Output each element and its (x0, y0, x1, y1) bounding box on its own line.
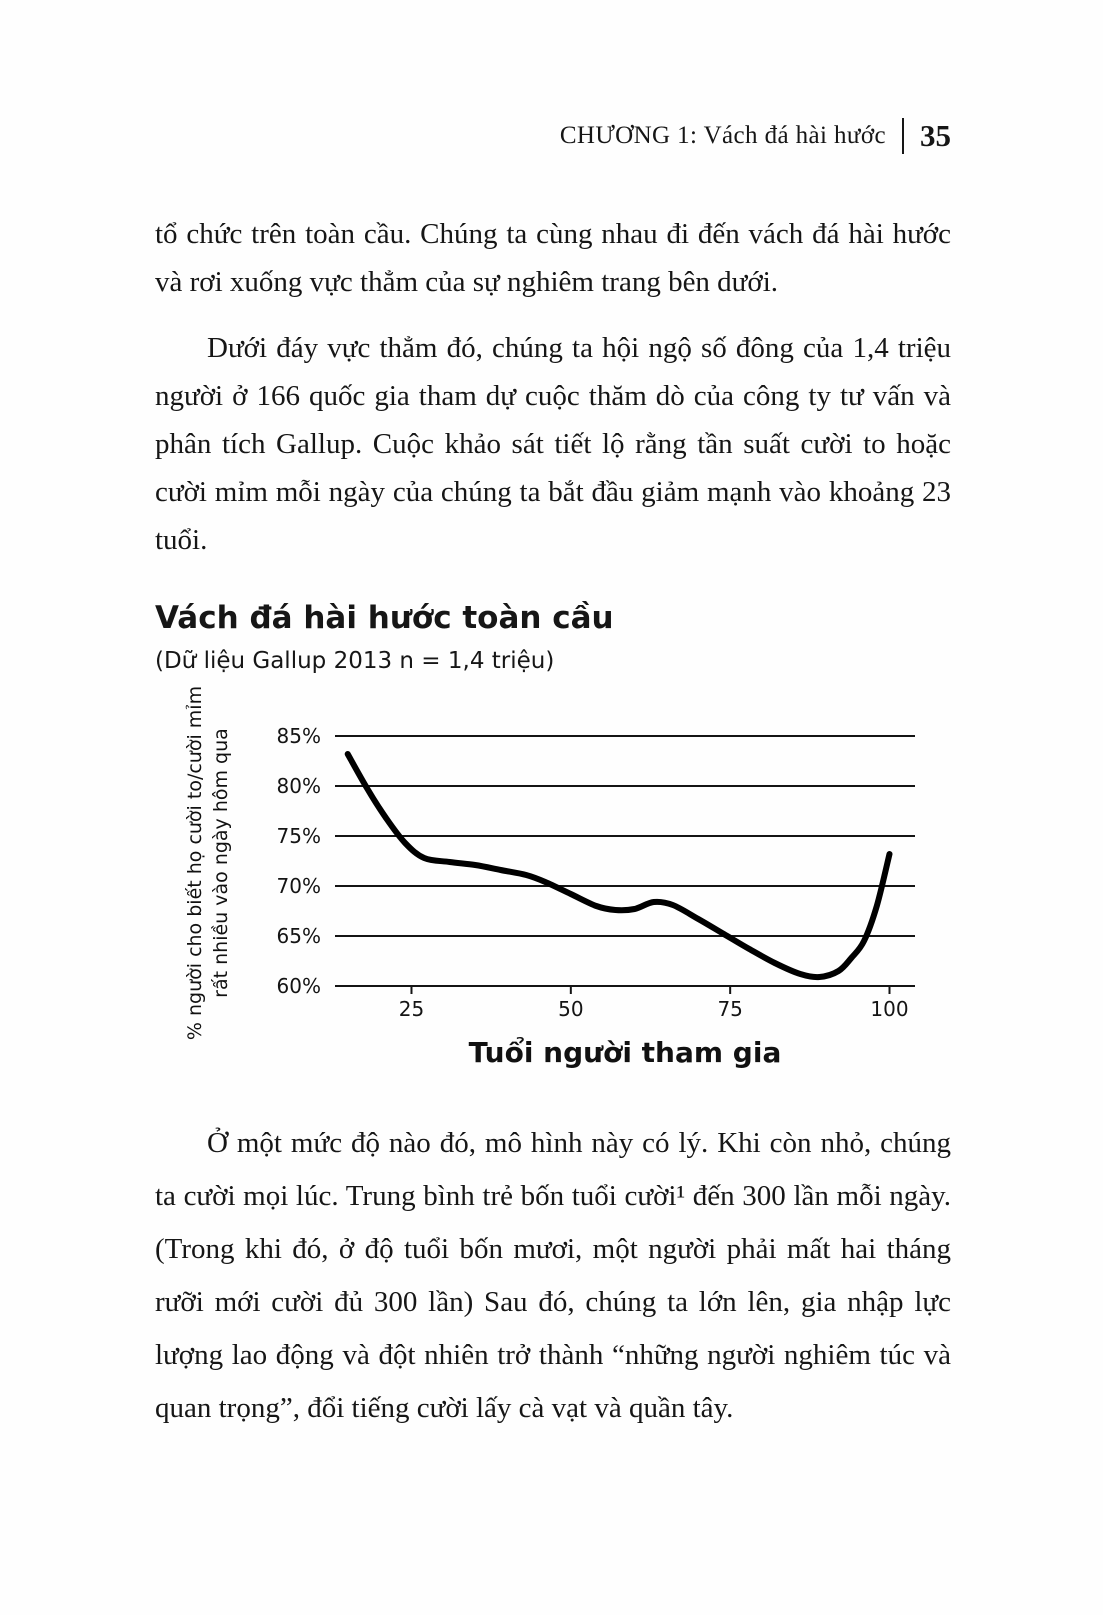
chart-title: Vách đá hài hước toàn cầu (155, 600, 614, 636)
y-tick-label: 80% (276, 774, 321, 798)
y-axis-label-line1: % người cho biết họ cười to/cười mỉm (184, 685, 206, 1041)
x-tick-label: 100 (870, 997, 909, 1021)
x-tick-label: 25 (398, 997, 425, 1021)
body-paragraph-3: Ở một mức độ nào đó, mô hình này có lý. Khi còn nhỏ, chúng ta cười mọi lúc. Trung bình trẻ bốn tuổi cười¹ đến 300 lần mỗi ngày. (Trong khi đó, ở độ tuổi bốn mươi, một người phải mất hai tháng rưỡi mới cười đủ 300 lần) Sau đó, chúng ta lớn lên, gia nhập lực lượng lao động và đột nhiên trở thành “những người nghiêm túc và quan trọng”, đổi tiếng cười lấy cà vạt và quần tây. (155, 1127, 951, 1424)
y-tick-label: 85% (276, 724, 321, 748)
body-paragraph-2: Dưới đáy vực thẳm đó, chúng ta hội ngộ số đông của 1,4 triệu người ở 166 quốc gia tham dự cuộc thăm dò của công ty tư vấn và phân tích Gallup. Cuộc khảo sát tiết lộ rằng tần suất cười to hoặc cười mỉm mỗi ngày của chúng ta bắt đầu giảm mạnh vào khoảng 23 tuổi. (155, 332, 951, 556)
chart-figure (155, 685, 951, 1069)
y-tick-label: 75% (276, 824, 321, 848)
header-divider (902, 118, 904, 154)
x-axis-label: Tuổi người tham gia (468, 1036, 782, 1069)
y-tick-label: 60% (276, 974, 321, 998)
body-paragraph-1: tổ chức trên toàn cầu. Chúng ta cùng nhau đi đến vách đá hài hước và rơi xuống vực thẳm của sự nghiêm trang bên dưới. (155, 218, 951, 298)
y-axis-label-line2: rất nhiều vào ngày hôm qua (210, 728, 232, 998)
y-tick-label: 65% (276, 924, 321, 948)
page-number: 35 (920, 118, 951, 153)
page-header (155, 118, 951, 154)
y-tick-label: 70% (276, 874, 321, 898)
chapter-header: CHƯƠNG 1: Vách đá hài hước (559, 122, 886, 149)
x-tick-label: 50 (558, 997, 584, 1021)
x-tick-label: 75 (717, 997, 743, 1021)
chart-subtitle: (Dữ liệu Gallup 2013 n = 1,4 triệu) (155, 648, 555, 674)
humor-cliff-line (348, 754, 890, 977)
y-axis-label (182, 683, 238, 1043)
line-chart-svg (235, 716, 935, 1022)
